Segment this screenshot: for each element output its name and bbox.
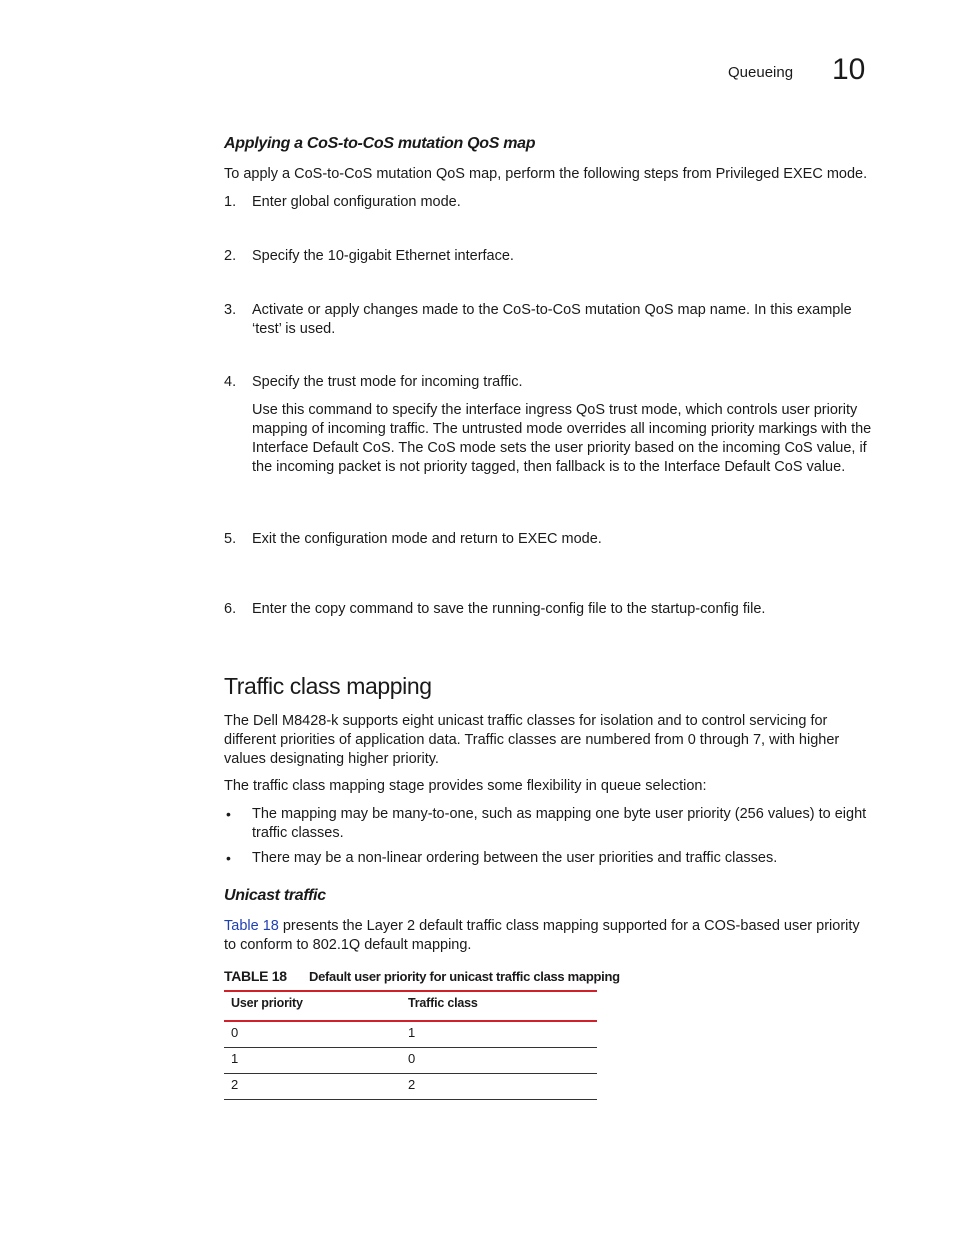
applying-heading: Applying a CoS-to-CoS mutation QoS map xyxy=(224,135,536,152)
table-row xyxy=(224,1048,597,1074)
step-number: 4. xyxy=(224,374,237,390)
table-18-link[interactable]: Table 18 xyxy=(224,918,279,934)
cell-traffic-class: 0 xyxy=(408,1051,416,1066)
step-number: 6. xyxy=(224,601,237,617)
applying-intro: To apply a CoS-to-CoS mutation QoS map, perform the following steps from Privileged EXEC mode. xyxy=(224,166,868,182)
cell-traffic-class: 2 xyxy=(408,1077,416,1092)
step-text: Exit the configuration mode and return to EXEC mode. xyxy=(252,531,602,547)
bullet-text: There may be a non-linear ordering between the user priorities and traffic classes. xyxy=(252,850,778,866)
step-text: Enter global configuration mode. xyxy=(252,194,461,210)
bullet-icon: • xyxy=(226,850,231,866)
step-detail: Use this command to specify the interface ingress QoS trust mode, which controls user priority mapping of incoming traffic. The untrusted mode overrides all incoming priority markings with the Interface Default CoS. The CoS mode sets the user priority based on the incoming CoS value, if the incoming packet is not priority tagged, then fallback is to the Interface Default CoS value. xyxy=(252,402,872,475)
unicast-heading: Unicast traffic xyxy=(224,887,326,904)
table-row xyxy=(224,1022,597,1048)
unicast-paragraph-text: presents the Layer 2 default traffic class mapping supported for a COS-based user priority to conform to 802.1Q default mapping. xyxy=(224,918,860,953)
step-text: Specify the 10-gigabit Ethernet interface. xyxy=(252,248,514,264)
table-title: Default user priority for unicast traffic class mapping xyxy=(309,969,620,984)
section-title: Traffic class mapping xyxy=(224,673,432,699)
table-label: TABLE 18 xyxy=(224,968,287,984)
traffic-paragraph-2: The traffic class mapping stage provides some flexibility in queue selection: xyxy=(224,778,707,794)
cell-traffic-class: 1 xyxy=(408,1025,416,1040)
chapter-number: 10 xyxy=(832,53,866,86)
running-header-section: Queueing xyxy=(728,64,794,81)
bullet-text: The mapping may be many-to-one, such as mapping one byte user priority (256 values) to eight traffic classes. xyxy=(252,806,867,841)
step-number: 1. xyxy=(224,194,237,210)
step-text: Activate or apply changes made to the CoS-to-CoS mutation QoS map name. In this example ‘test’ is used. xyxy=(252,302,852,337)
step-number: 3. xyxy=(224,302,237,318)
cell-user-priority: 0 xyxy=(231,1025,239,1040)
table-row xyxy=(224,1074,597,1100)
step-text: Enter the copy command to save the running-config file to the startup-config file. xyxy=(252,601,766,617)
bullet-icon: • xyxy=(226,806,231,822)
column-header-traffic-class: Traffic class xyxy=(408,996,478,1010)
cell-user-priority: 1 xyxy=(231,1051,239,1066)
column-header-user-priority: User priority xyxy=(231,996,303,1010)
traffic-class-table xyxy=(224,990,597,1100)
traffic-paragraph-1: The Dell M8428-k supports eight unicast traffic classes for isolation and to control servicing for different priorities of application data. Traffic classes are numbered from 0 through 7, with higher values designating higher priority. xyxy=(224,713,840,767)
cell-user-priority: 2 xyxy=(231,1077,239,1092)
step-text: Specify the trust mode for incoming traffic. xyxy=(252,374,523,390)
unicast-paragraph xyxy=(224,917,874,955)
step-number: 2. xyxy=(224,248,237,264)
step-number: 5. xyxy=(224,531,237,547)
table-header-row xyxy=(224,990,597,1022)
